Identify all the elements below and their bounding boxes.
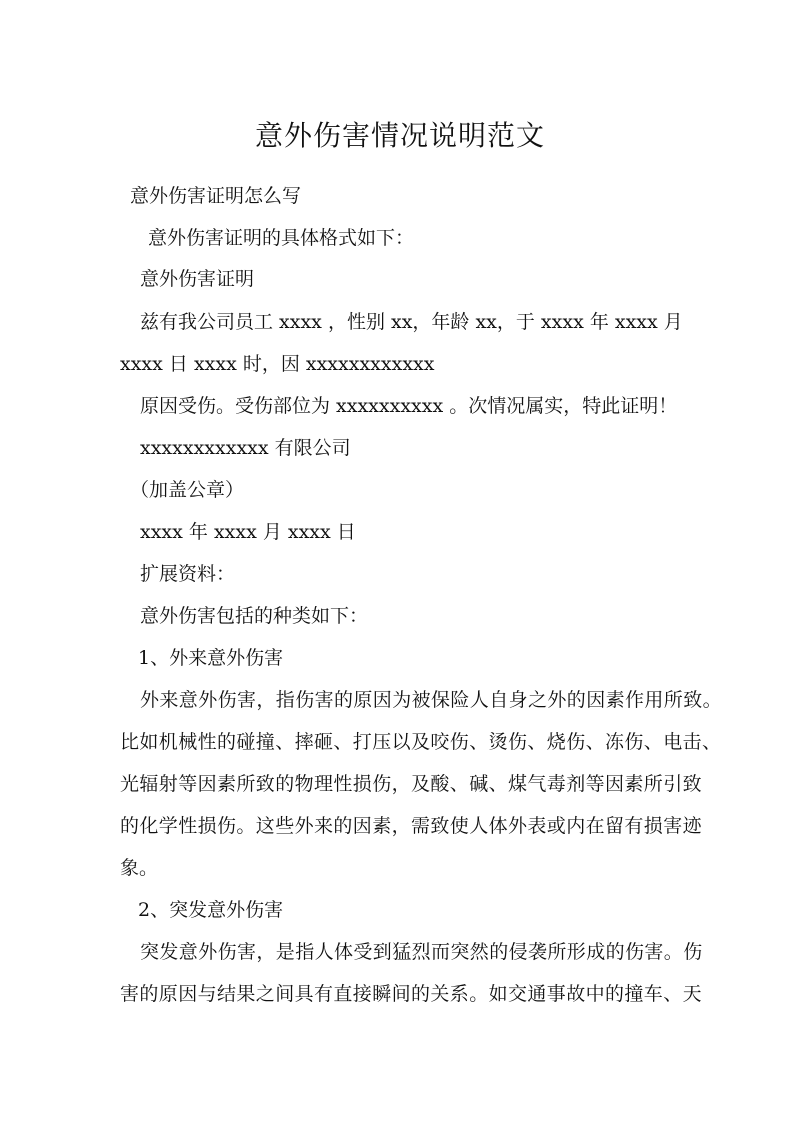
certificate-date: xxxx 年 xxxx 月 xxxx 日: [140, 521, 356, 543]
extended-info-heading: 扩展资料：: [140, 563, 236, 585]
section-1-paragraph-line: 比如机械性的碰撞、摔砸、打压以及咬伤、烫伤、烧伤、冻伤、电击、: [120, 731, 722, 753]
injury-types-intro: 意外伤害包括的种类如下：: [140, 605, 369, 627]
certificate-line-time: xxxx 日 xxxx 时，因 xxxxxxxxxxxx: [120, 353, 435, 375]
section-1-paragraph-line: 象。: [120, 857, 159, 879]
certificate-line-employee: 兹有我公司员工 xxxx ，性别 xx，年龄 xx，于 xxxx 年 xxxx 月: [140, 311, 683, 333]
section-2-heading: 2、突发意外伤害: [138, 899, 284, 921]
section-2-paragraph-line: 突发意外伤害，是指人体受到猛烈而突然的侵袭所形成的伤害。伤: [140, 941, 703, 963]
section-1-paragraph-line: 的化学性损伤。这些外来的因素，需致使人体外表或内在留有损害迹: [120, 815, 703, 837]
certificate-heading: 意外伤害证明: [140, 268, 255, 290]
subheading-how-to-write: 意外伤害证明怎么写: [130, 185, 302, 207]
section-1-paragraph-line: 光辐射等因素所致的物理性损伤，及酸、碱、煤气毒剂等因素所引致: [120, 773, 703, 795]
document-title: 意外伤害情况说明范文: [254, 119, 545, 152]
section-1-heading: 1、外来意外伤害: [138, 647, 284, 669]
section-1-paragraph-line: 外来意外伤害，指伤害的原因为被保险人自身之外的因素作用所致。: [140, 689, 723, 711]
official-seal-note: （加盖公章）: [130, 479, 245, 501]
certificate-line-cause: 原因受伤。受伤部位为 xxxxxxxxxx 。次情况属实，特此证明！: [140, 395, 678, 417]
section-2-paragraph-line: 害的原因与结果之间具有直接瞬间的关系。如交通事故中的撞车、天: [120, 983, 703, 1005]
paragraph-format-intro: 意外伤害证明的具体格式如下：: [148, 227, 415, 249]
company-name: xxxxxxxxxxxx 有限公司: [140, 437, 351, 459]
